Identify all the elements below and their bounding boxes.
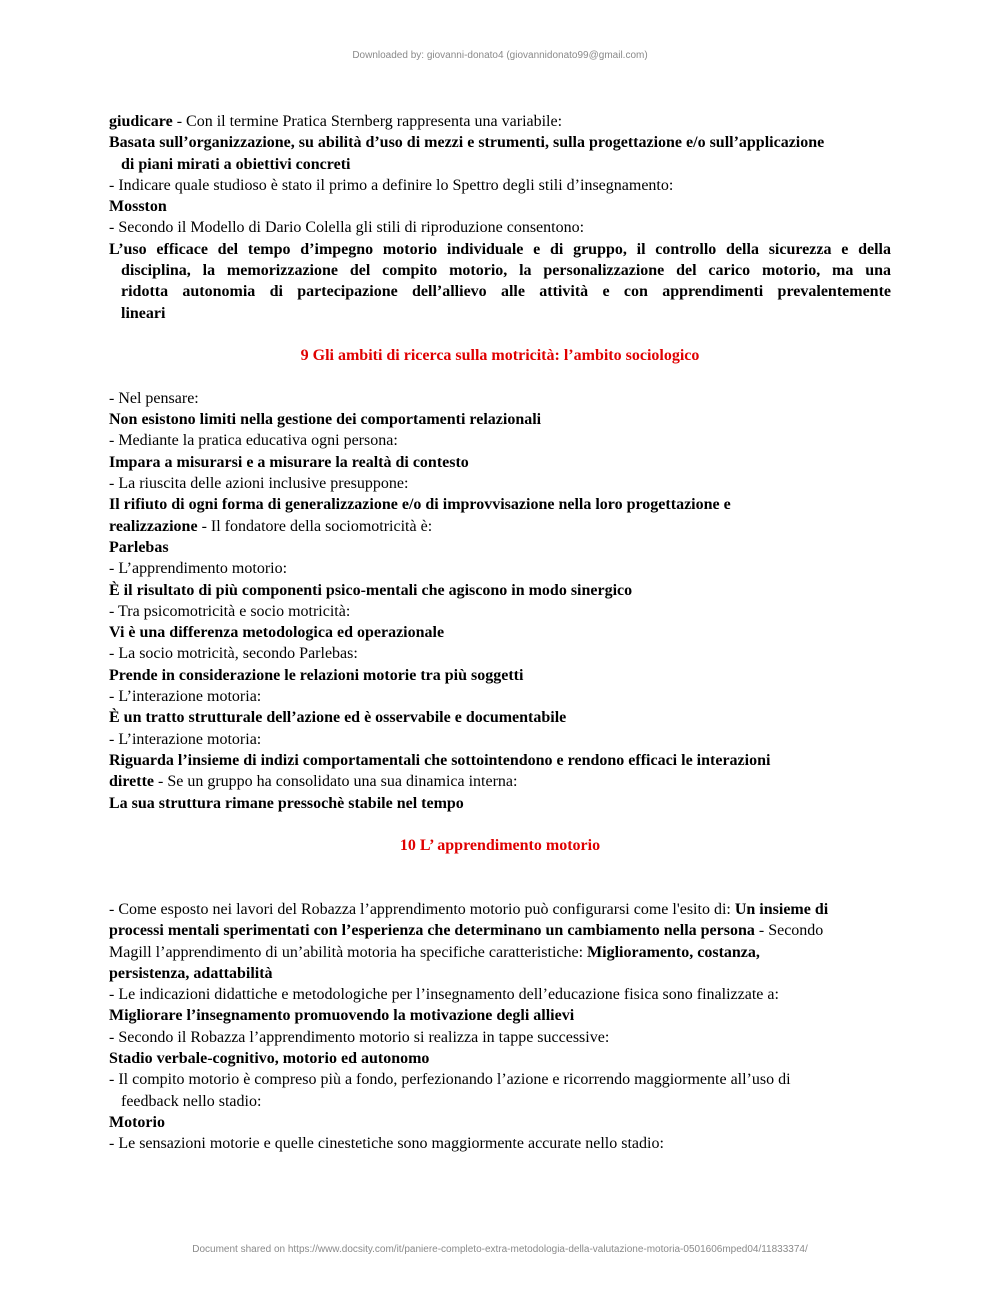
- answer-text: Parlebas: [109, 538, 169, 556]
- answer-text: Riguarda l’insieme di indizi comportamentali che sottointendono e rendono efficaci le interazioni: [109, 751, 771, 769]
- question-text: - Con il termine Pratica Sternberg rappresenta una variabile:: [172, 113, 563, 130]
- text-line: [109, 111, 891, 132]
- answer-text: ridotta autonomia di partecipazione dell’allievo alle attività e con apprendimenti prevalentemente: [121, 283, 891, 301]
- answer-text: Motorio: [109, 1113, 165, 1131]
- answer-text: Basata sull’organizzazione, su abilità d’uso di mezzi e strumenti, sulla progettazione e/o sull’applicazione: [109, 134, 825, 152]
- answer-text: Il rifiuto di ogni forma di generalizzazione e/o di improvvisazione nella loro progettazione e: [109, 496, 731, 514]
- section-heading: 9 Gli ambiti di ricerca sulla motricità: l’ambito sociologico: [300, 347, 700, 365]
- answer-text: È un tratto strutturale dell’azione ed è osservabile e documentabile: [109, 709, 567, 727]
- answer-text: Migliorare l’insegnamento promuovendo la motivazione degli allievi: [109, 1007, 575, 1025]
- answer-text: dirette: [109, 773, 155, 791]
- download-watermark-header: Downloaded by: giovanni-donato4 (giovannidonato99@gmail.com): [352, 50, 648, 61]
- question-text: - Il fondatore della sociomotricità è:: [197, 517, 433, 535]
- question-text: - Tra psicomotricità e socio motricità:: [109, 602, 351, 620]
- question-text: - L’interazione motoria:: [109, 730, 262, 748]
- answer-text: Non esistono limiti nella gestione dei comportamenti relazionali: [109, 411, 542, 429]
- text-line: [109, 771, 891, 792]
- question-text: - Le indicazioni didattiche e metodologiche per l’insegnamento dell’educazione fisica sono finalizzate a:: [109, 986, 779, 1004]
- answer-text: L’uso efficace del tempo d’impegno motorio individuale e di gruppo, il controllo della sicurezza e della: [109, 240, 891, 258]
- question-text: - Le sensazioni motorie e quelle cinestetiche sono maggiormente accurate nello stadio:: [109, 1135, 664, 1153]
- answer-text: La sua struttura rimane pressochè stabile nel tempo: [109, 794, 464, 812]
- answer-text: Impara a misurarsi e a misurare la realtà di contesto: [109, 453, 469, 471]
- answer-text: Miglioramento, costanza,: [587, 943, 760, 961]
- question-text: feedback nello stadio:: [121, 1092, 262, 1110]
- answer-text: persistenza, adattabilità: [109, 964, 273, 982]
- answer-text: Un insieme di: [734, 900, 829, 918]
- question-text: - Se un gruppo ha consolidato una sua dinamica interna:: [154, 773, 518, 791]
- question-text: - Secondo il Robazza l’apprendimento motorio si realizza in tappe successive:: [109, 1028, 610, 1046]
- text-line: [109, 942, 891, 963]
- answer-text: lineari: [121, 304, 166, 322]
- question-text: - Indicare quale studioso è stato il primo a definire lo Spettro degli stili d’insegnamento:: [109, 176, 674, 194]
- answer-text: È il risultato di più componenti psico-mentali che agiscono in modo sinergico: [109, 581, 633, 599]
- text-line: [109, 899, 891, 920]
- answer-text: Stadio verbale-cognitivo, motorio ed autonomo: [109, 1050, 430, 1068]
- question-text: - La riuscita delle azioni inclusive presuppone:: [109, 475, 409, 493]
- question-text: Magill l’apprendimento di un’abilità motoria ha specifiche caratteristiche:: [109, 943, 588, 961]
- answer-text: di piani mirati a obiettivi concreti: [121, 155, 351, 173]
- question-text: - Come esposto nei lavori del Robazza l’apprendimento motorio può configurarsi come l'esito di:: [109, 900, 735, 918]
- answer-text: realizzazione: [109, 517, 198, 535]
- section-heading: 10 L’ apprendimento motorio: [399, 837, 601, 855]
- question-text: - Mediante la pratica educativa ogni persona:: [109, 432, 398, 450]
- document-body: [109, 111, 891, 1155]
- question-text: - Nel pensare:: [109, 389, 199, 407]
- document-source-footer: Document shared on https://www.docsity.com/it/paniere-completo-extra-metodologia-della-valutazione-motoria-0501606mped04/11833374/: [192, 1244, 808, 1255]
- answer-text: giudicare: [109, 113, 173, 130]
- question-text: - Secondo il Modello di Dario Colella gli stili di riproduzione consentono:: [109, 219, 585, 237]
- answer-text: Vi è una differenza metodologica ed operazionale: [109, 624, 445, 642]
- answer-text: Prende in considerazione le relazioni motorie tra più soggetti: [109, 666, 524, 684]
- answer-text: Mosston: [109, 198, 167, 216]
- question-text: - La socio motricità, secondo Parlebas:: [109, 645, 358, 663]
- answer-text: processi mentali sperimentati con l’esperienza che determinano un cambiamento nella persona: [109, 922, 755, 940]
- answer-text: disciplina, la memorizzazione del compito motorio, la personalizzazione del carico motorio, ma una: [121, 262, 891, 280]
- text-line: [109, 516, 891, 537]
- question-text: - L’apprendimento motorio:: [109, 560, 288, 578]
- question-text: - Secondo: [754, 922, 824, 940]
- question-text: - Il compito motorio è compreso più a fondo, perfezionando l’azione e ricorrendo maggiormente all’uso di: [109, 1071, 791, 1089]
- text-line: [109, 920, 891, 941]
- question-text: - L’interazione motoria:: [109, 688, 262, 706]
